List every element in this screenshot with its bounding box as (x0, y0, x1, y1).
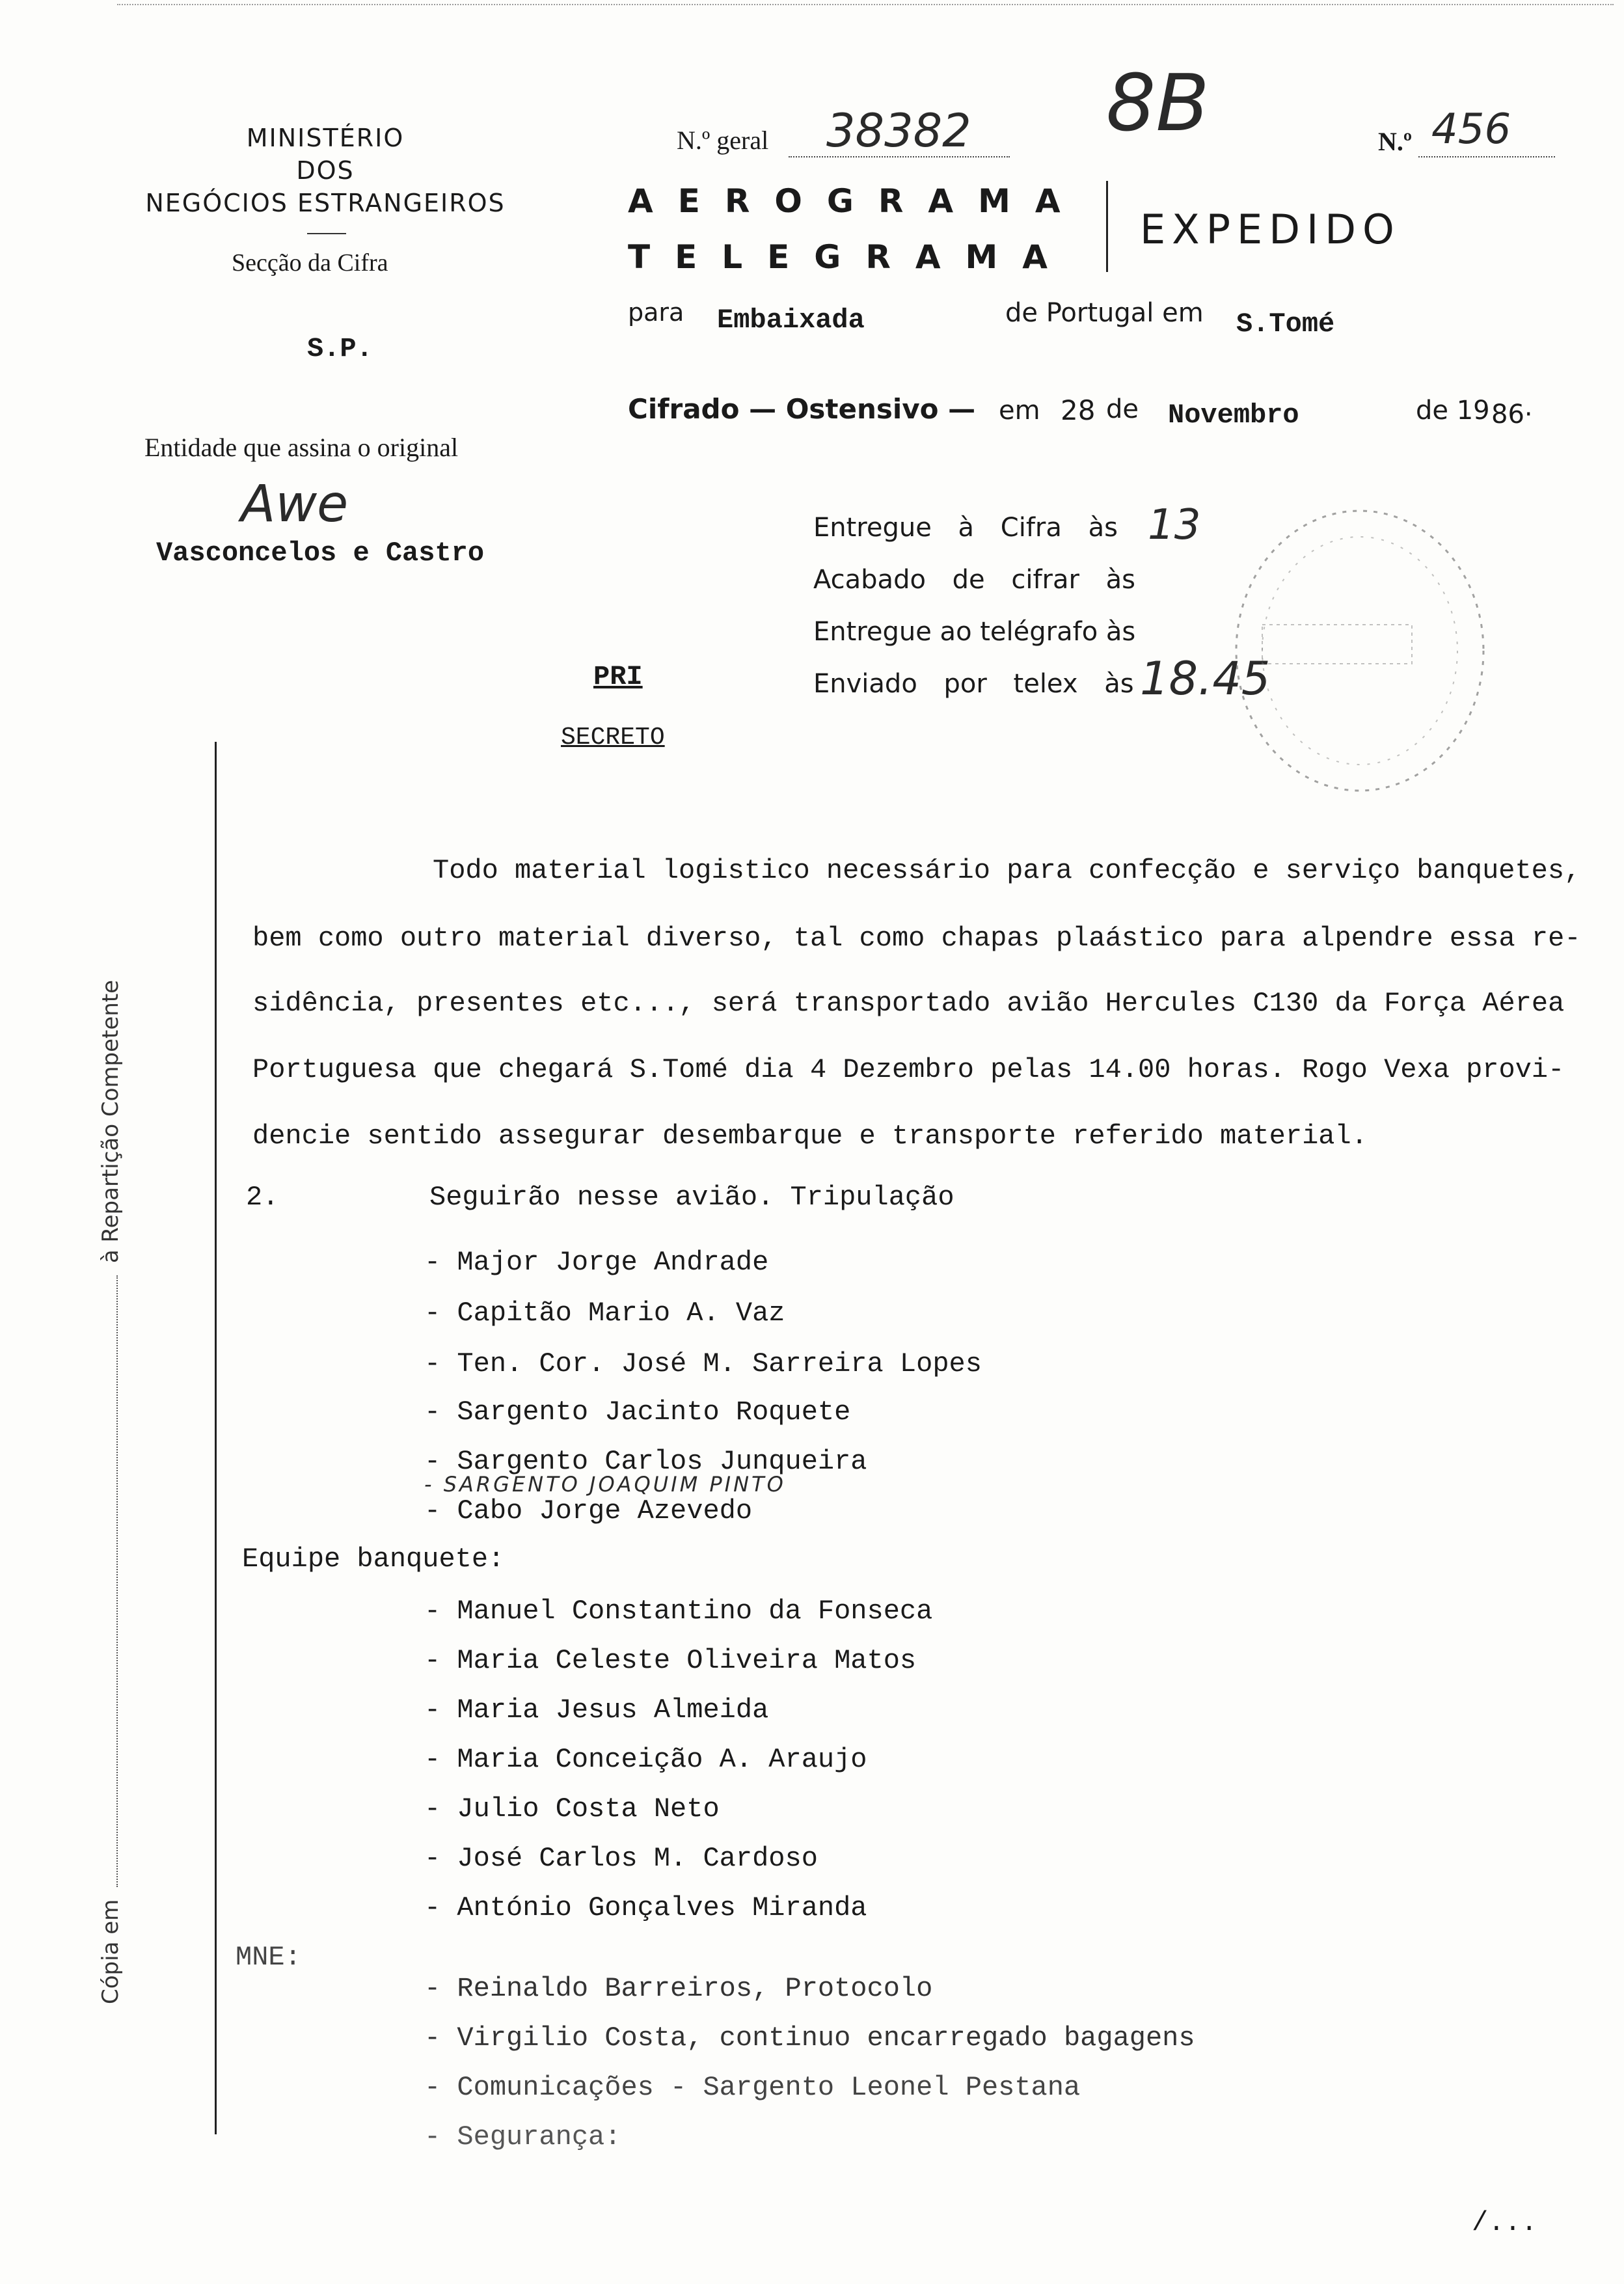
mne-item-1: - Reinaldo Barreiros, Protocolo (424, 1973, 933, 2004)
em-label: em (999, 396, 1040, 426)
banquet-item-4: - Maria Conceição A. Araujo (424, 1744, 867, 1775)
destination: S.Tomé (1236, 308, 1335, 340)
geral-dotline (789, 156, 1010, 157)
cifrado-label: Cifrado — Ostensivo — (628, 393, 976, 425)
ministry-line3: NEGÓCIOS ESTRANGEIROS (145, 189, 506, 217)
geral-value: 38382 (826, 104, 971, 157)
banquet-item-3: - Maria Jesus Almeida (424, 1694, 769, 1726)
acabado: Acabado de cifrar às (813, 565, 1136, 595)
mne-item-2: - Virgilio Costa, continuo encarregado bagagens (424, 2022, 1195, 2054)
de-label: de (1106, 394, 1139, 424)
expedido: EXPEDIDO (1140, 206, 1401, 253)
initials: S.P. (307, 333, 373, 364)
top-handwritten-mark: 8B (1106, 59, 1210, 149)
signature: Awe (241, 475, 349, 534)
copy-note (98, 980, 124, 2004)
signer-name: Vasconcelos e Castro (156, 537, 485, 569)
para-value: Embaixada (717, 305, 865, 336)
signer-label: Entidade que assina o original (144, 433, 459, 462)
ministry-header (98, 124, 553, 217)
enviado: Enviado por telex às (813, 669, 1134, 699)
body-line1: Todo material logistico necessário para confecção e serviço banquetes, (433, 855, 1581, 886)
scan-top-edge (117, 4, 1614, 7)
ministry-line2: DOS (296, 156, 355, 185)
number-value: 456 (1431, 105, 1511, 154)
copia-label: Cópia em (98, 1899, 124, 2004)
section-title: Secção da Cifra (232, 249, 388, 277)
entregue-telegrafo: Entregue ao telégrafo às (813, 617, 1136, 647)
crew-item-3: - Ten. Cor. José M. Sarreira Lopes (424, 1348, 982, 1380)
banquet-item-6: - José Carlos M. Cardoso (424, 1843, 818, 1874)
number-dotline (1418, 156, 1555, 157)
mne-item-4: - Segurança: (424, 2121, 621, 2153)
date-day: 28 (1061, 394, 1096, 426)
p2-number: 2. (246, 1182, 279, 1213)
enviado-value: 18.45 (1140, 652, 1271, 705)
number-label: N.º (1378, 127, 1413, 156)
body-line4: Portuguesa que chegará S.Tomé dia 4 Dezembro pelas 14.00 horas. Rogo Vexa provi- (252, 1054, 1565, 1085)
crew-item-1: - Major Jorge Andrade (424, 1247, 769, 1278)
entregue-cifra: Entregue à Cifra às (813, 513, 1118, 543)
banquet-item-1: - Manuel Constantino da Fonseca (424, 1596, 933, 1627)
banquet-item-7: - António Gonçalves Miranda (424, 1892, 867, 1924)
year-label: de 19 (1416, 396, 1490, 426)
ministry-line1: MINISTÉRIO (246, 124, 405, 152)
type-telegrama: TELEGRAMA (628, 238, 1072, 276)
reparticao-label: à Repartição Competente (98, 979, 124, 1264)
type-brace (1106, 181, 1121, 272)
header-divider (307, 233, 346, 234)
body-line3: sidência, presentes etc..., será transportado avião Hercules C130 da Força Aérea (252, 988, 1565, 1019)
mne-label: MNE: (236, 1942, 301, 1973)
banquet-item-2: - Maria Celeste Oliveira Matos (424, 1645, 917, 1676)
entregue-cifra-value: 13 (1148, 501, 1201, 549)
circular-stamp (1223, 495, 1496, 807)
continuation-mark: /... (1472, 2207, 1537, 2238)
body-line2: bem como outro material diverso, tal como chapas plaástico para alpendre essa re- (252, 923, 1581, 954)
crew-item-5: - Sargento Carlos Junqueira (424, 1446, 867, 1477)
geral-label: N.º geral (677, 126, 769, 155)
de-portugal: de Portugal em (1005, 298, 1204, 328)
banquet-label: Equipe banquete: (242, 1543, 505, 1575)
body-line5: dencie sentido assegurar desembarque e transporte referido material. (252, 1121, 1368, 1152)
year-value: 86· (1491, 400, 1533, 429)
para-label: para (628, 298, 684, 327)
crew-item-4: - Sargento Jacinto Roquete (424, 1396, 851, 1428)
mne-item-3: - Comunicações - Sargento Leonel Pestana (424, 2072, 1081, 2103)
crew-item-6: - Cabo Jorge Azevedo (424, 1495, 753, 1527)
banquet-item-5: - Julio Costa Neto (424, 1793, 720, 1825)
classification-label: SECRETO (561, 724, 665, 752)
priority-label: PRI (593, 661, 643, 692)
p2-text: Seguirão nesse avião. Tripulação (429, 1182, 954, 1213)
margin-rule (215, 742, 217, 2134)
type-aerograma: AEROGRAMA (628, 182, 1085, 220)
crew-handwritten: - SARGENTO JOAQUIM PINTO (424, 1472, 786, 1497)
crew-item-2: - Capitão Mario A. Vaz (424, 1298, 785, 1329)
date-month: Novembro (1168, 400, 1299, 431)
